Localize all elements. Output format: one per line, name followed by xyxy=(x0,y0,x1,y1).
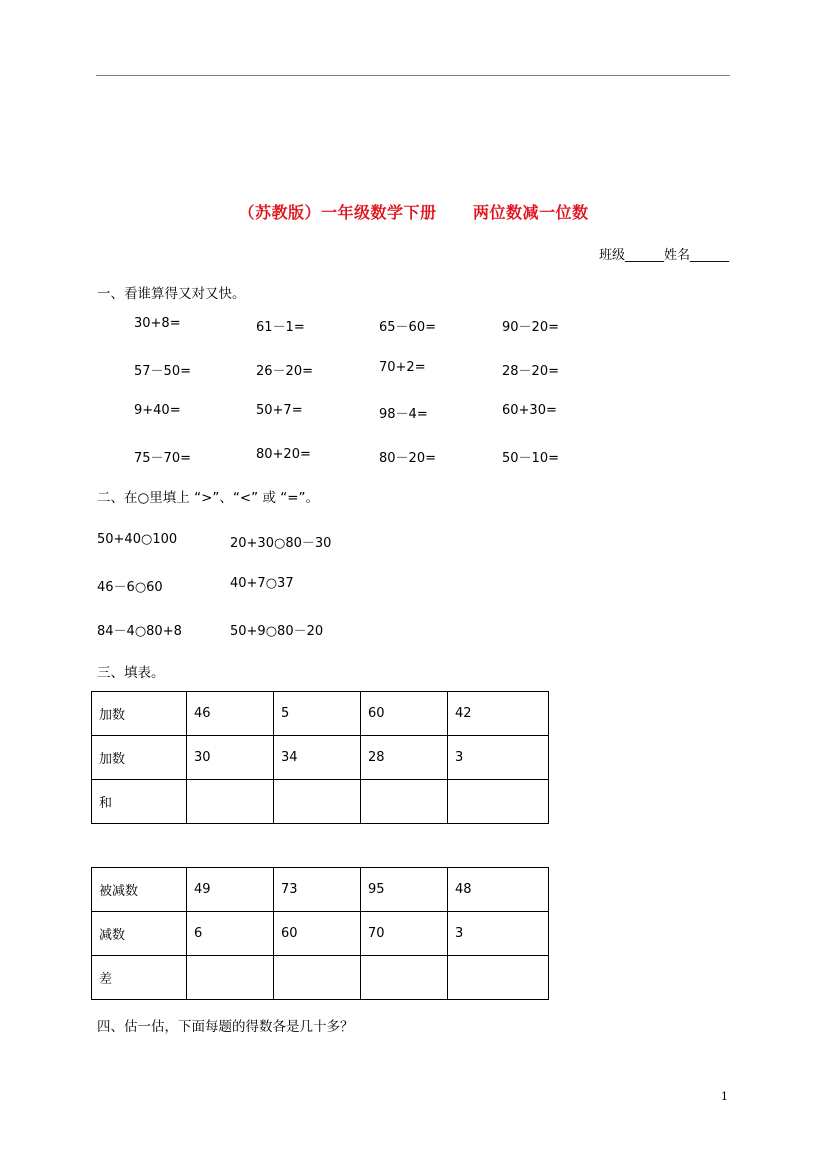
answer-cell[interactable] xyxy=(187,956,274,1000)
header-rule xyxy=(96,75,730,76)
class-name-line: 班级______姓名______ xyxy=(598,248,729,263)
problem: 28－20= xyxy=(502,364,559,379)
table-cell: 60 xyxy=(361,692,448,736)
problem: 30+8= xyxy=(134,316,181,331)
problem: 80+20= xyxy=(256,447,311,462)
answer-cell[interactable] xyxy=(361,780,448,824)
worksheet-title: （苏教版）一年级数学下册 两位数减一位数 xyxy=(238,203,589,222)
page-number: 1 xyxy=(721,1090,728,1103)
problem: 90－20= xyxy=(502,320,559,335)
problem: 75－70= xyxy=(134,451,191,466)
section1-heading: 一、看谁算得又对又快。 xyxy=(97,286,246,302)
table-row xyxy=(92,780,549,824)
problem: 65－60= xyxy=(379,320,436,335)
table-row xyxy=(92,692,549,736)
problem: 60+30= xyxy=(502,403,557,418)
comparison-item: 20+30○80－30 xyxy=(230,536,332,551)
problem: 61－1= xyxy=(256,320,305,335)
table-cell: 49 xyxy=(187,868,274,912)
section2-heading: 二、在○里填上 “>”、“<” 或 “=”。 xyxy=(97,490,320,506)
answer-cell[interactable] xyxy=(448,780,549,824)
problem: 98－4= xyxy=(379,407,428,422)
table-row xyxy=(92,956,549,1000)
answer-cell[interactable] xyxy=(187,780,274,824)
problem: 50－10= xyxy=(502,451,559,466)
table-cell: 5 xyxy=(274,692,361,736)
problem: 70+2= xyxy=(379,360,426,375)
table-cell: 34 xyxy=(274,736,361,780)
problem: 50+7= xyxy=(256,403,303,418)
comparison-item: 40+7○37 xyxy=(230,576,294,591)
table-cell: 73 xyxy=(274,868,361,912)
table-cell: 42 xyxy=(448,692,549,736)
table-cell: 60 xyxy=(274,912,361,956)
table-cell: 加数 xyxy=(92,692,187,736)
table-cell: 28 xyxy=(361,736,448,780)
comparison-item: 50+40○100 xyxy=(97,532,178,547)
comparison-item: 46－6○60 xyxy=(97,580,163,595)
table-cell: 30 xyxy=(187,736,274,780)
table-cell: 和 xyxy=(92,780,187,824)
section4-heading: 四、估一估，下面每题的得数各是几十多？ xyxy=(97,1019,354,1035)
comparison-item: 50+9○80－20 xyxy=(230,624,324,639)
problem: 80－20= xyxy=(379,451,436,466)
table-cell: 95 xyxy=(361,868,448,912)
addition-table xyxy=(91,691,549,824)
comparison-item: 84－4○80+8 xyxy=(97,624,182,639)
table-cell: 70 xyxy=(361,912,448,956)
subtraction-table xyxy=(91,867,549,1000)
table-cell: 6 xyxy=(187,912,274,956)
answer-cell[interactable] xyxy=(274,780,361,824)
table-cell: 3 xyxy=(448,912,549,956)
table-row xyxy=(92,868,549,912)
answer-cell[interactable] xyxy=(361,956,448,1000)
problem: 9+40= xyxy=(134,403,181,418)
section3-heading: 三、填表。 xyxy=(97,665,165,681)
table-cell: 减数 xyxy=(92,912,187,956)
table-cell: 被减数 xyxy=(92,868,187,912)
table-row xyxy=(92,736,549,780)
table-cell: 差 xyxy=(92,956,187,1000)
table-cell: 3 xyxy=(448,736,549,780)
table-cell: 48 xyxy=(448,868,549,912)
answer-cell[interactable] xyxy=(274,956,361,1000)
table-cell: 加数 xyxy=(92,736,187,780)
table-cell: 46 xyxy=(187,692,274,736)
answer-cell[interactable] xyxy=(448,956,549,1000)
table-row xyxy=(92,912,549,956)
problem: 26－20= xyxy=(256,364,313,379)
problem: 57－50= xyxy=(134,364,191,379)
